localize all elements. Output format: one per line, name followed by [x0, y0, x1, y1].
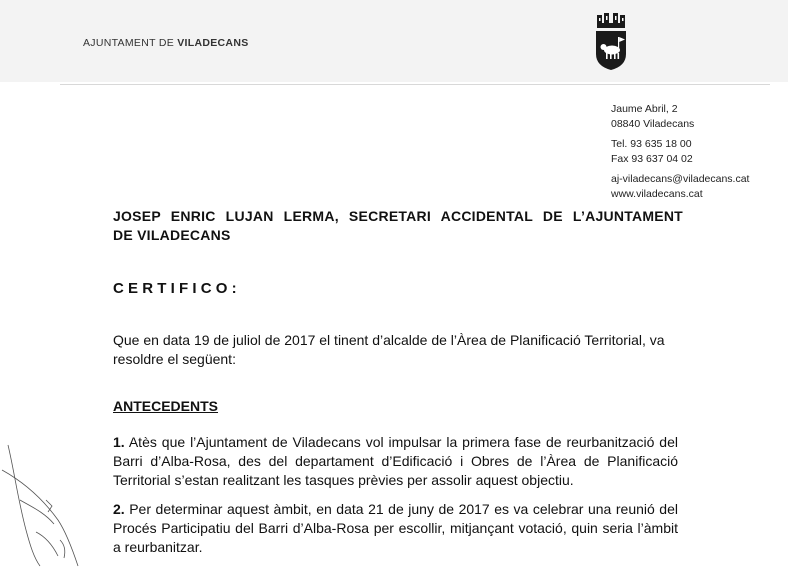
letterhead-divider [60, 84, 770, 85]
contact-web[interactable]: www.viladecans.cat [611, 188, 703, 200]
org-city: VILADECANS [177, 37, 249, 49]
section-heading-antecedents: ANTECEDENTS [113, 398, 219, 414]
margin-signature-mark [0, 440, 100, 567]
list-item [113, 500, 678, 557]
item-text: Atès que l’Ajuntament de Viladecans vol impulsar la primera fase de reurbanització del Barri d’Alba-Rosa, des del departament d’Edificació i Obres de l’Àrea de Planificació Territorial s’estan realitzant les tasques prèvies per assolir aquest objectiu. [113, 434, 678, 488]
item-text: Per determinar aquest àmbit, en data 21 de juny de 2017 es va celebrar una reunió del Procés Participatiu del Barri d’Alba-Rosa per escollir, mitjançant votació, quin seria l’àmbit a reurbanitzar. [113, 501, 678, 555]
document-title-line-2: DE VILADECANS [113, 227, 231, 243]
contact-block [611, 102, 749, 202]
item-number: 1. [113, 434, 125, 450]
contact-fax: Fax 93 637 04 02 [611, 153, 693, 165]
document-title-line-1: JOSEP ENRIC LUJAN LERMA, SECRETARI ACCIDENTAL DE L’AJUNTAMENT [113, 208, 683, 224]
address-street: Jaume Abril, 2 [611, 103, 678, 115]
item-number: 2. [113, 501, 125, 517]
address-postcode-city: 08840 Viladecans [611, 118, 695, 130]
municipal-crest-icon [588, 10, 634, 72]
org-prefix: AJUNTAMENT DE [83, 37, 175, 49]
certifico-heading: CERTIFICO: [113, 280, 241, 297]
org-name [83, 37, 249, 49]
list-item [113, 433, 678, 490]
contact-phone: Tel. 93 635 18 00 [611, 138, 692, 150]
intro-paragraph: Que en data 19 de juliol de 2017 el tinent d’alcalde de l’Àrea de Planificació Territorial, va resoldre el següent: [113, 332, 665, 367]
contact-email[interactable]: aj-viladecans@viladecans.cat [611, 173, 750, 185]
